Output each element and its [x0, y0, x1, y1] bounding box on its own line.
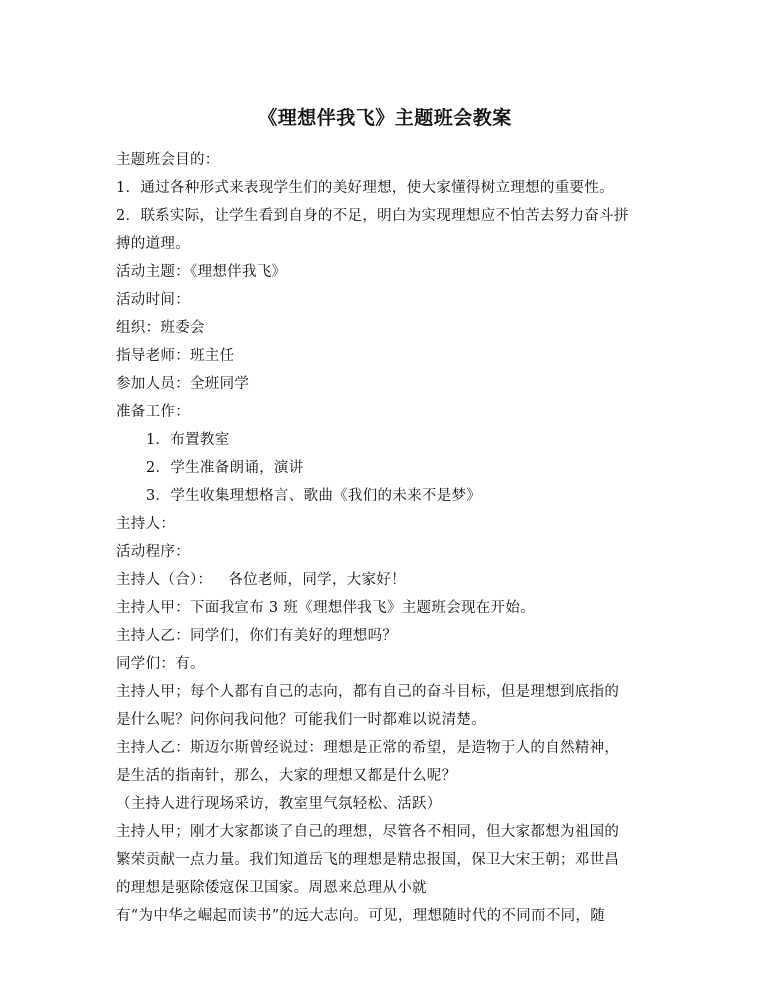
text-line: 准备工作： — [116, 404, 190, 420]
prep-item: 2．学生准备朗诵，演讲 — [146, 460, 304, 476]
prep-item: 1．布置教室 — [146, 432, 230, 448]
text-line: 同学们：有。 — [116, 656, 205, 672]
text-line: 繁荣贡献一点力量。我们知道岳飞的理想是精忠报国，保卫大宋王朝；邓世昌 — [116, 852, 620, 868]
document-body — [116, 146, 660, 930]
text-line: 活动时间： — [116, 292, 190, 308]
text-line: 的理想是驱除倭寇保卫国家。周恩来总理从小就 — [116, 880, 427, 896]
text-line: （主持人进行现场采访，教室里气氛轻松、活跃） — [116, 796, 442, 812]
text-line: 主持人乙：同学们，你们有美好的理想吗？ — [116, 628, 398, 644]
text-line: 主题班会目的： — [116, 152, 220, 168]
text-line: 组织：班委会 — [116, 320, 205, 336]
prep-item: 3．学生收集理想格言、歌曲《我们的未来不是梦》 — [146, 488, 482, 504]
text-line: 参加人员：全班同学 — [116, 376, 250, 392]
text-line: 2．联系实际，让学生看到自身的不足，明白为实现理想应不怕苦去努力奋斗拼 — [116, 208, 629, 224]
text-line: 主持人甲；每个人都有自己的志向，都有自己的奋斗目标，但是理想到底指的 — [116, 684, 620, 700]
text-line: 指导老师：班主任 — [116, 348, 235, 364]
text-line: 1．通过各种形式来表现学生们的美好理想，使大家懂得树立理想的重要性。 — [116, 180, 614, 196]
text-line: 是生活的指南针，那么，大家的理想又都是什么呢？ — [116, 768, 457, 784]
text-line — [116, 566, 660, 594]
document-title: 《理想伴我飞》主题班会教案 — [258, 107, 512, 129]
text-line: 主持人乙：斯迈尔斯曾经说过：理想是正常的希望，是造物于人的自然精神， — [116, 740, 620, 756]
greeting: 各位老师，同学，大家好！ — [228, 572, 406, 588]
text-line: 是什么呢？问你问我问他？可能我们一时都难以说清楚。 — [116, 712, 486, 728]
text-line: 主持人甲：下面我宣布 3 班《理想伴我飞》主题班会现在开始。 — [116, 600, 535, 616]
text-line: 主持人甲；刚才大家都谈了自己的理想，尽管各不相同，但大家都想为祖国的 — [116, 824, 620, 840]
text-line: 搏的道理。 — [116, 236, 190, 252]
text-line: 活动程序： — [116, 544, 190, 560]
text-line: 有“为中华之崛起而读书”的远大志向。可见，理想随时代的不同而不同，随 — [116, 908, 606, 924]
text-line: 主持人： — [116, 516, 176, 532]
text-line: 活动主题：《理想伴我飞》 — [116, 264, 287, 280]
host-label: 主持人（合）： — [116, 572, 213, 588]
